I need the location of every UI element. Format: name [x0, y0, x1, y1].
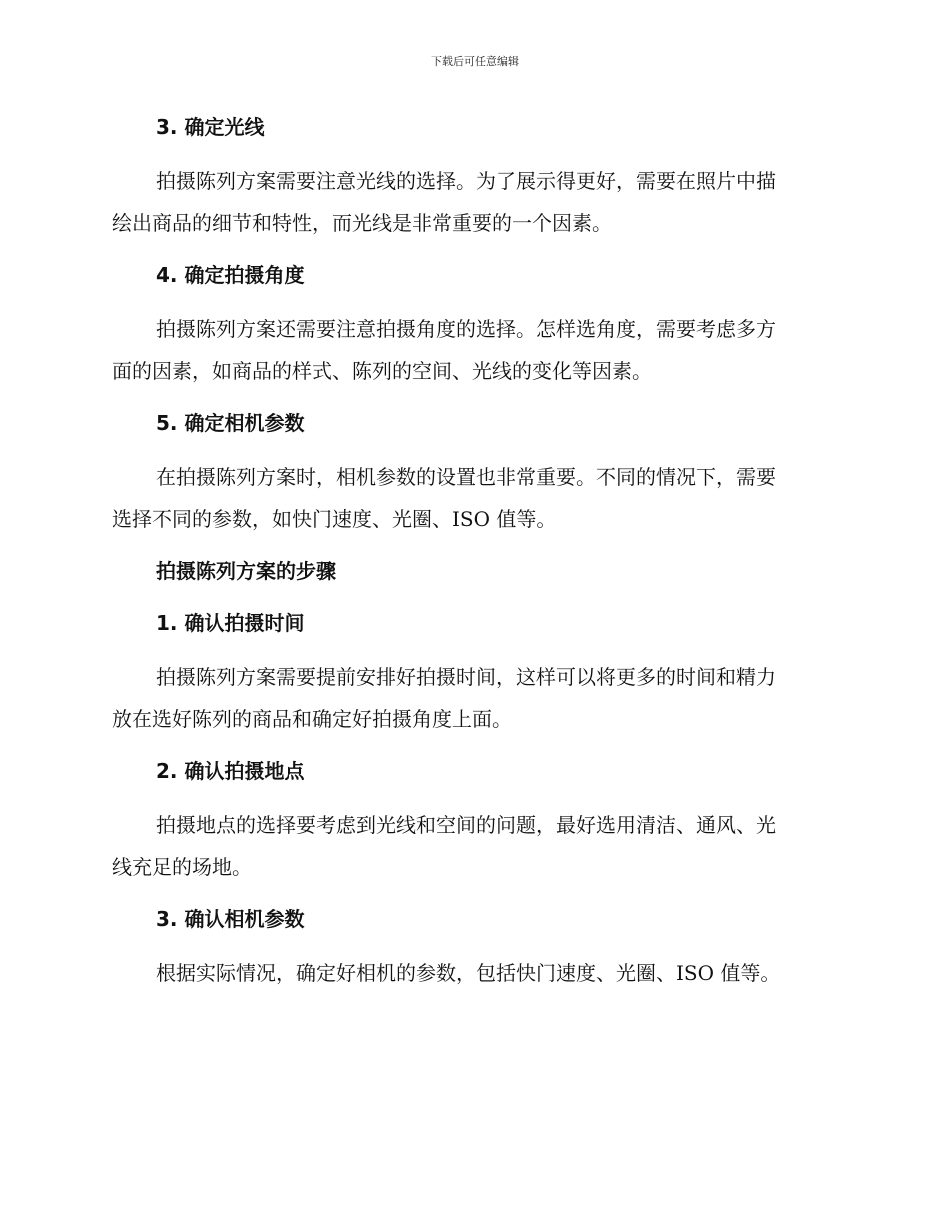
section-paragraph: [112, 456, 832, 540]
page-header: 下载后可任意编辑: [431, 55, 519, 68]
section-paragraph: [112, 952, 832, 994]
paragraph-line: 放在选好陈列的商品和确定好拍摄角度上面。: [112, 707, 512, 731]
section-heading: 5. 确定相机参数: [156, 411, 305, 435]
paragraph-line: 绘出商品的细节和特性，而光线是非常重要的一个因素。: [112, 211, 612, 235]
paragraph-line: 选择不同的参数，如快门速度、光圈、ISO 值等。: [112, 507, 557, 531]
paragraph-line: 在拍摄陈列方案时，相机参数的设置也非常重要。不同的情况下，需要: [156, 465, 776, 489]
section-heading: 2. 确认拍摄地点: [156, 759, 305, 783]
section-paragraph: [112, 160, 832, 244]
paragraph-line: 拍摄陈列方案需要提前安排好拍摄时间，这样可以将更多的时间和精力: [156, 665, 776, 689]
paragraph-line: 根据实际情况，确定好相机的参数，包括快门速度、光圈、ISO 值等。: [156, 961, 781, 985]
document-body: [112, 108, 832, 1006]
section-paragraph: [112, 804, 832, 888]
section-paragraph: [112, 308, 832, 392]
paragraph-line: 拍摄陈列方案还需要注意拍摄角度的选择。怎样选角度，需要考虑多方: [156, 317, 776, 341]
section-heading: 3. 确认相机参数: [156, 907, 305, 931]
section-heading: 4. 确定拍摄角度: [156, 263, 305, 287]
section-heading: 3. 确定光线: [156, 115, 265, 139]
paragraph-line: 拍摄陈列方案需要注意光线的选择。为了展示得更好，需要在照片中描: [156, 169, 776, 193]
paragraph-line: 面的因素，如商品的样式、陈列的空间、光线的变化等因素。: [112, 359, 652, 383]
section-heading: 1. 确认拍摄时间: [156, 611, 305, 635]
paragraph-line: 线充足的场地。: [112, 855, 252, 879]
paragraph-line: 拍摄地点的选择要考虑到光线和空间的问题，最好选用清洁、通风、光: [156, 813, 776, 837]
section-paragraph: [112, 656, 832, 740]
section-heading: 拍摄陈列方案的步骤: [156, 559, 336, 583]
